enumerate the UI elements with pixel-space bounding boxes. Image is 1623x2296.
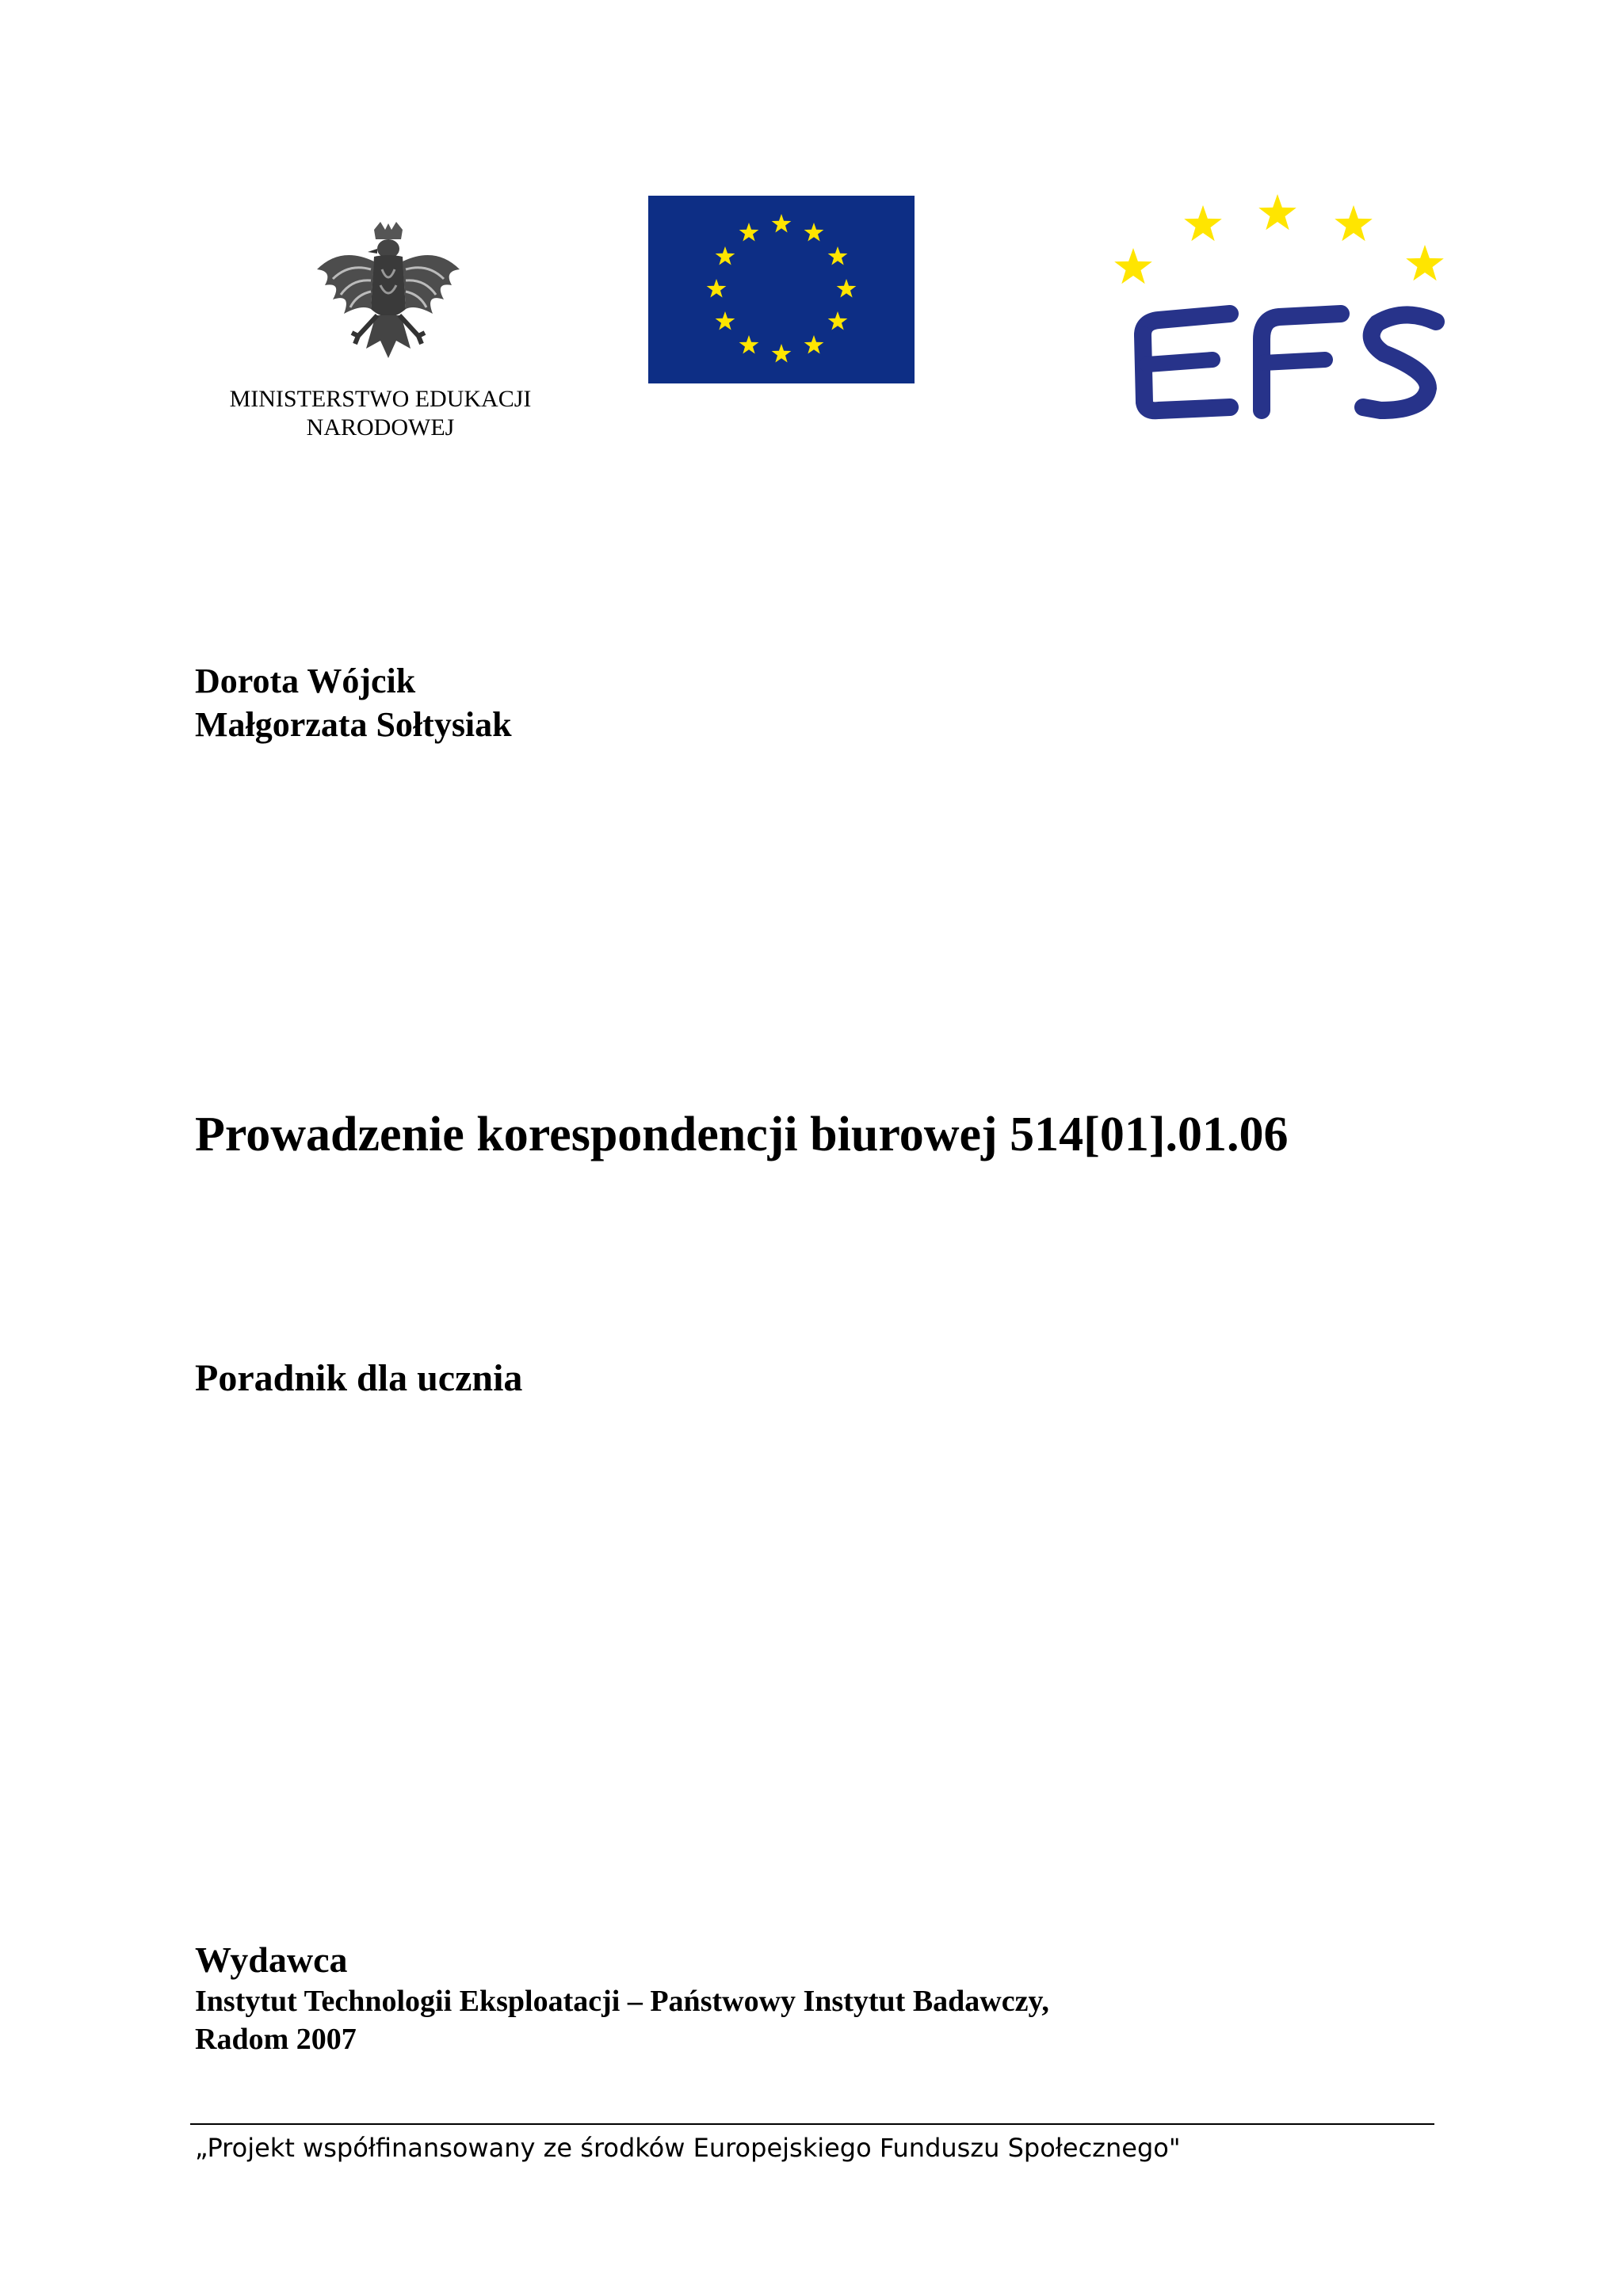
footer-funding-note: „Projekt współfinansowany ze środków Europejskiego Funduszu Społecznego"	[195, 2133, 1181, 2163]
polish-eagle-emblem-icon	[309, 222, 468, 372]
footer-divider	[190, 2123, 1434, 2125]
efs-star-icon	[1406, 245, 1444, 280]
efs-logo-icon	[1111, 189, 1460, 426]
document-title: Prowadzenie korespondencji biurowej 514[01].01.06	[195, 1108, 1289, 1161]
ministry-name-line2: NARODOWEJ	[306, 414, 455, 441]
authors	[195, 659, 512, 746]
ministry-name	[158, 385, 602, 442]
efs-star-icon	[1114, 248, 1152, 284]
efs-star-icon	[1258, 194, 1296, 230]
publisher-place-year: Radom 2007	[195, 2023, 357, 2056]
publisher-name: Instytut Technologii Eksploatacji – Państwowy Instytut Badawczy,	[195, 1985, 1049, 2018]
efs-star-icon	[1335, 205, 1373, 241]
publisher-label: Wydawca	[195, 1939, 348, 1980]
efs-star-icon	[1184, 205, 1222, 241]
document-subtitle: Poradnik dla ucznia	[195, 1357, 523, 1399]
eu-flag-icon	[648, 196, 915, 383]
author-2: Małgorzata Sołtysiak	[195, 705, 512, 744]
ministry-name-line1: MINISTERSTWO EDUKACJI	[229, 386, 532, 412]
author-1: Dorota Wójcik	[195, 662, 416, 700]
